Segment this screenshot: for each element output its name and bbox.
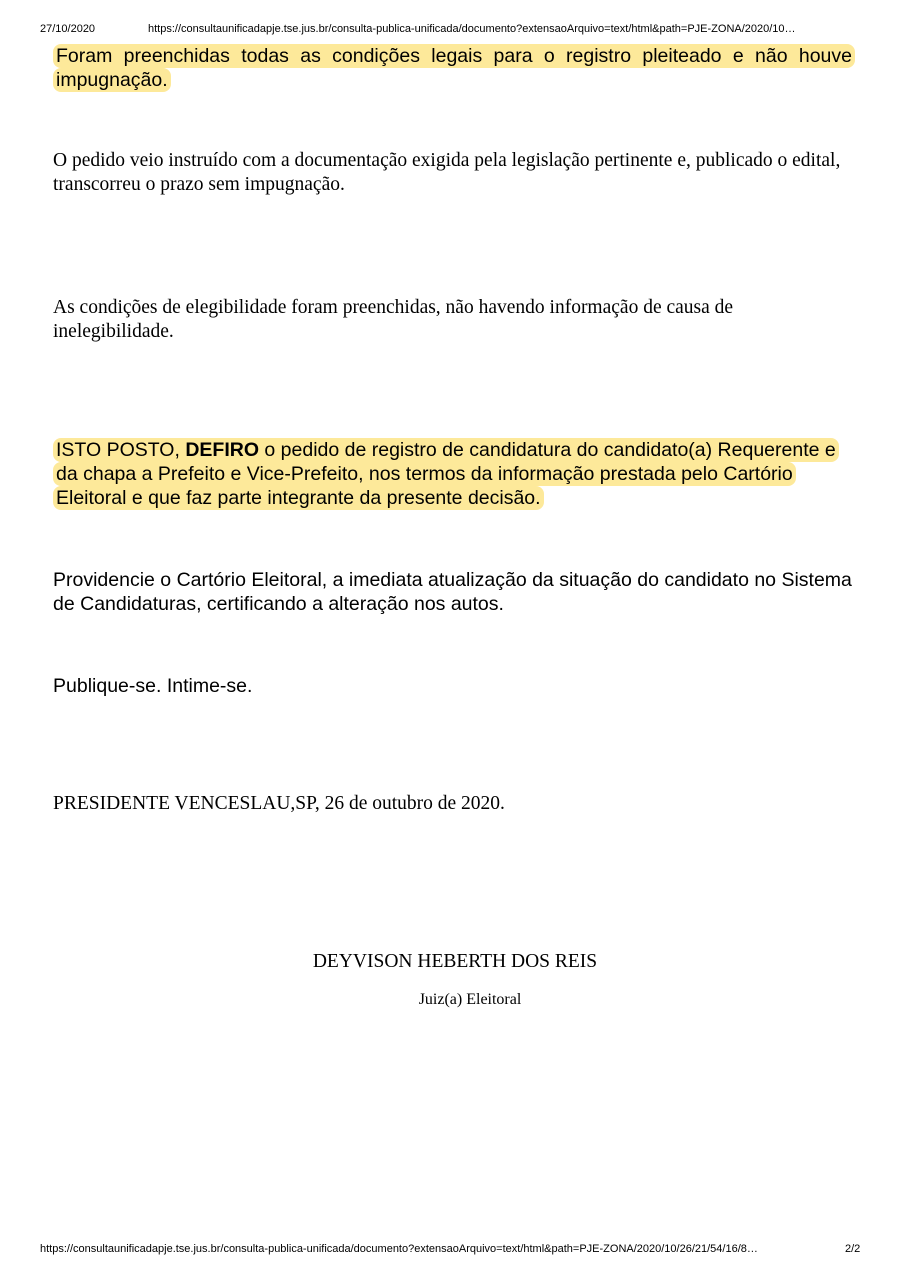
decision-verdict: DEFIRO [185, 439, 259, 461]
paragraph-documentation: O pedido veio instruído com a documentação exigida pela legislação pertinente e, publicado o edital, transcorreu o prazo sem impugnação. [53, 150, 841, 195]
print-footer-page-number: 2/2 [845, 1243, 861, 1255]
paragraph-eligibility: As condições de elegibilidade foram preenchidas, não havendo informação de causa de inelegibilidade. [53, 297, 734, 342]
signature-name: DEYVISON HEBERTH DOS REIS [312, 951, 598, 972]
decision-text: o pedido de registro de candidatura do candidato(a) Requerente e da chapa a Prefeito e Vice-Prefeito, nos termos da informação prestada pelo Cartório Eleitoral e que faz parte integrante da presente decisão. [56, 439, 836, 509]
decision-intro: ISTO POSTO, [56, 439, 186, 461]
paragraph-place-date: PRESIDENTE VENCESLAU,SP, 26 de outubro de 2020. [53, 793, 505, 814]
paragraph-registry-order: Providencie o Cartório Eleitoral, a imediata atualização da situação do candidato no Sistema de Candidaturas, certificando a alteração nos autos. [53, 569, 852, 615]
highlighted-text: Foram preenchidas todas as condições legais para o registro pleiteado e não houve impugnação. [53, 44, 855, 92]
print-header-url: https://consultaunificadapje.tse.jus.br/consulta-publica-unificada/documento?extensaoArquivo=text/html&path=PJE-ZONA/2020/10… [148, 23, 796, 35]
signature-role: Juiz(a) Eleitoral [418, 991, 522, 1008]
highlighted-decision [53, 438, 839, 510]
print-header-date: 27/10/2020 [40, 23, 96, 35]
paragraph-legal-conditions [53, 44, 855, 92]
paragraph-publish: Publique-se. Intime-se. [53, 675, 253, 697]
paragraph-decision [53, 438, 853, 510]
print-footer-url: https://consultaunificadapje.tse.jus.br/consulta-publica-unificada/documento?extensaoArquivo=text/html&path=PJE-ZONA/2020/10/26/21/54/16/8… [40, 1243, 758, 1255]
